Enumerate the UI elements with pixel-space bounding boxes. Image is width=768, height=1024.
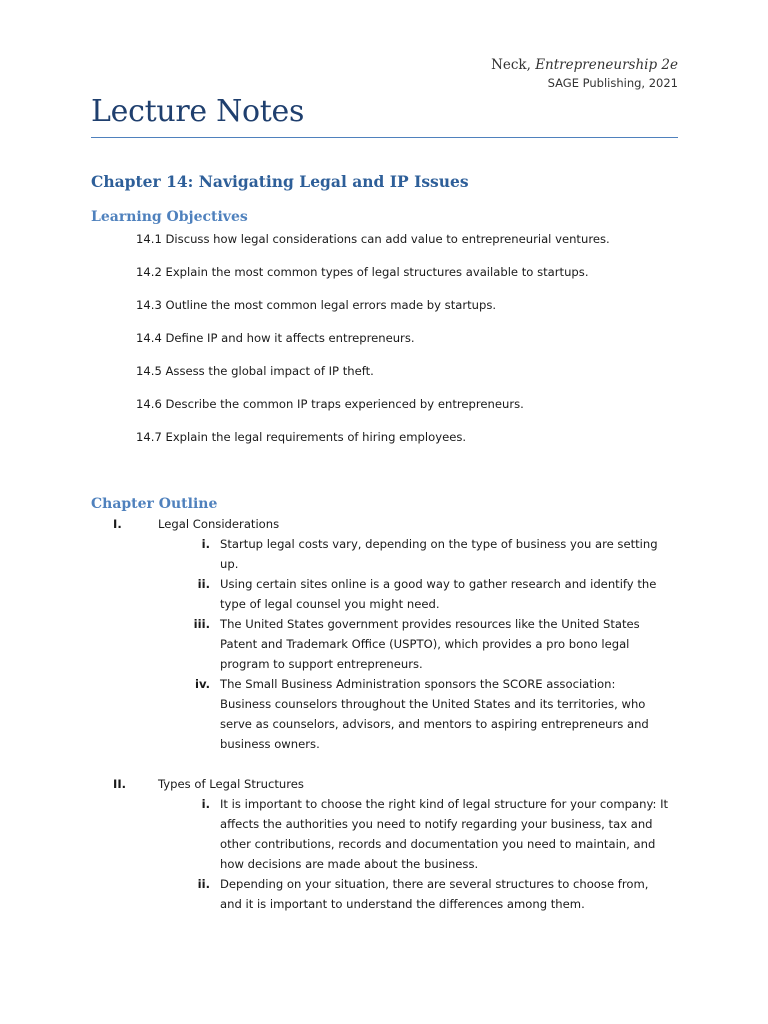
objective-item: 14.1 Discuss how legal considerations can add value to entrepreneurial ventures.	[136, 232, 610, 246]
outline-subitem	[91, 674, 670, 754]
subitem-numeral: ii.	[197, 577, 210, 591]
chapter-title: Chapter 14: Navigating Legal and IP Issues	[91, 172, 469, 191]
section-label: Types of Legal Structures	[158, 777, 304, 791]
outline-subitem	[91, 874, 670, 914]
author-name: Neck,	[491, 57, 531, 73]
subitem-numeral: ii.	[197, 877, 210, 891]
learning-objectives-list	[136, 229, 610, 460]
objective-item: 14.5 Assess the global impact of IP theft.	[136, 364, 374, 378]
outline-subitem	[91, 794, 670, 874]
outline-section	[91, 514, 678, 754]
subitem-numeral: iii.	[193, 617, 210, 631]
author-book-line	[491, 56, 678, 75]
objective-item: 14.6 Describe the common IP traps experienced by entrepreneurs.	[136, 397, 524, 411]
subitem-text: The United States government provides resources like the United States Patent and Trademark Office (USPTO), which provides a pro bono legal program to support entrepreneurs.	[220, 617, 640, 671]
objective-item: 14.3 Outline the most common legal errors made by startups.	[136, 298, 497, 312]
outline-subitems	[91, 794, 678, 914]
chapter-outline-heading: Chapter Outline	[91, 496, 218, 512]
book-title: Entrepreneurship 2e	[535, 57, 678, 73]
outline-section	[91, 774, 678, 914]
document-header	[491, 56, 678, 91]
section-label: Legal Considerations	[158, 517, 280, 531]
objective-item: 14.7 Explain the legal requirements of hiring employees.	[136, 430, 467, 444]
subitem-numeral: iv.	[195, 677, 210, 691]
subitem-text: The Small Business Administration sponsors the SCORE association: Business counselors throughout the United States and its territories, who serve as counselors, advisors, and mentors to aspiring entrepreneurs and business owners.	[220, 677, 649, 751]
page-title: Lecture Notes	[91, 94, 305, 129]
outline-subitem	[91, 614, 670, 674]
objective-item: 14.4 Define IP and how it affects entrepreneurs.	[136, 331, 415, 345]
subitem-text: Startup legal costs vary, depending on the type of business you are setting up.	[220, 537, 658, 571]
subitem-text: It is important to choose the right kind of legal structure for your company: It affects the authorities you need to notify regarding your business, tax and other contributions, records and documentation you need to maintain, and how decisions are made about the business.	[220, 797, 669, 871]
subitem-numeral: i.	[201, 537, 210, 551]
outline-subitem	[91, 534, 670, 574]
subitem-numeral: i.	[201, 797, 210, 811]
outline-subitem	[91, 574, 670, 614]
objective-item: 14.2 Explain the most common types of legal structures available to startups.	[136, 265, 589, 279]
subitem-text: Using certain sites online is a good way to gather research and identify the type of legal counsel you might need.	[220, 577, 657, 611]
section-numeral: II.	[113, 777, 127, 791]
title-divider	[91, 137, 678, 138]
subitem-text: Depending on your situation, there are several structures to choose from, and it is important to understand the differences among them.	[220, 877, 649, 911]
learning-objectives-heading: Learning Objectives	[91, 209, 248, 225]
chapter-outline-list	[91, 514, 678, 914]
publisher-line: SAGE Publishing, 2021	[547, 76, 678, 90]
section-numeral: I.	[113, 517, 122, 531]
outline-subitems	[91, 534, 678, 754]
